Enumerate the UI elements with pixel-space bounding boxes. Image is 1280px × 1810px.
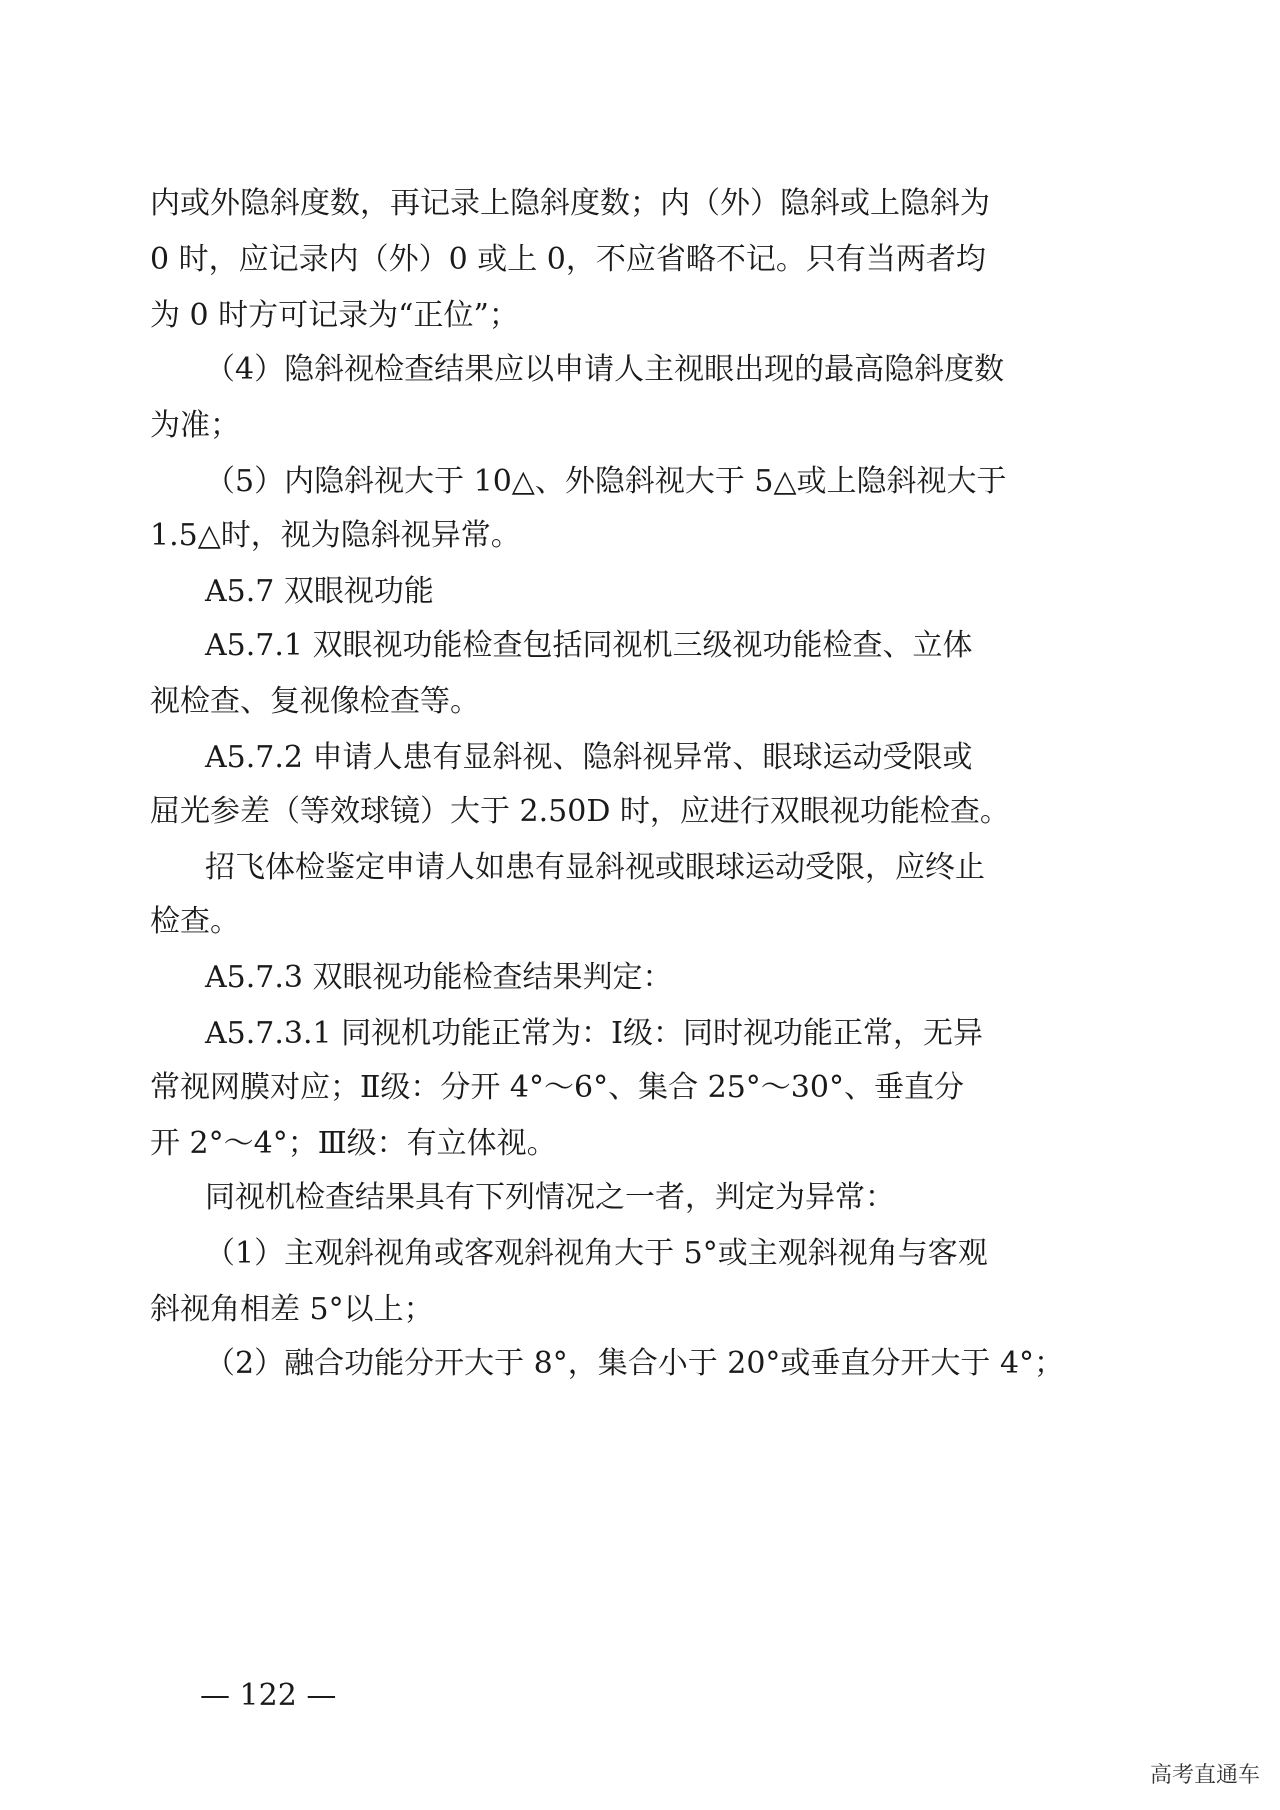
text-line: 招飞体检鉴定申请人如患有显斜视或眼球运动受限，应终止	[205, 850, 985, 885]
text-line: 内或外隐斜度数，再记录上隐斜度数；内（外）隐斜或上隐斜为	[150, 186, 990, 221]
text-line: 常视网膜对应；Ⅱ级：分开 4°～6°、集合 25°～30°、垂直分	[150, 1070, 964, 1105]
watermark-text: 高考直通车	[1149, 1763, 1260, 1788]
text-line: 视检查、复视像检查等。	[150, 684, 480, 719]
text-line: 为 0 时方可记录为“正位”；	[150, 298, 519, 333]
text-line: A5.7.3 双眼视功能检查结果判定：	[205, 960, 673, 995]
text-line: 为准；	[150, 408, 240, 443]
text-line: 同视机检查结果具有下列情况之一者，判定为异常：	[205, 1180, 895, 1215]
section-heading: A5.7 双眼视功能	[205, 574, 434, 609]
text-line: A5.7.1 双眼视功能检查包括同视机三级视功能检查、立体	[205, 628, 973, 663]
text-line: 斜视角相差 5°以上；	[150, 1292, 434, 1327]
text-line: A5.7.3.1 同视机功能正常为：Ⅰ级：同时视功能正常，无异	[205, 1016, 984, 1051]
text-line: 开 2°～4°；Ⅲ级：有立体视。	[150, 1126, 557, 1161]
text-line: 检查。	[150, 904, 240, 939]
text-line: （1）主观斜视角或客观斜视角大于 5°或主观斜视角与客观	[205, 1236, 988, 1271]
page-number: — 122 —	[200, 1678, 337, 1713]
text-line: （5）内隐斜视大于 10△、外隐斜视大于 5△或上隐斜视大于	[205, 464, 1007, 499]
text-line: 0 时，应记录内（外）0 或上 0，不应省略不记。只有当两者均	[150, 242, 986, 277]
text-line: （2）融合功能分开大于 8°，集合小于 20°或垂直分开大于 4°；	[205, 1346, 1065, 1381]
text-line: A5.7.2 申请人患有显斜视、隐斜视异常、眼球运动受限或	[205, 740, 973, 775]
text-line: （4）隐斜视检查结果应以申请人主视眼出现的最高隐斜度数	[205, 352, 1005, 387]
text-line: 1.5△时，视为隐斜视异常。	[150, 518, 521, 553]
text-line: 屈光参差（等效球镜）大于 2.50D 时，应进行双眼视功能检查。	[150, 794, 1010, 829]
